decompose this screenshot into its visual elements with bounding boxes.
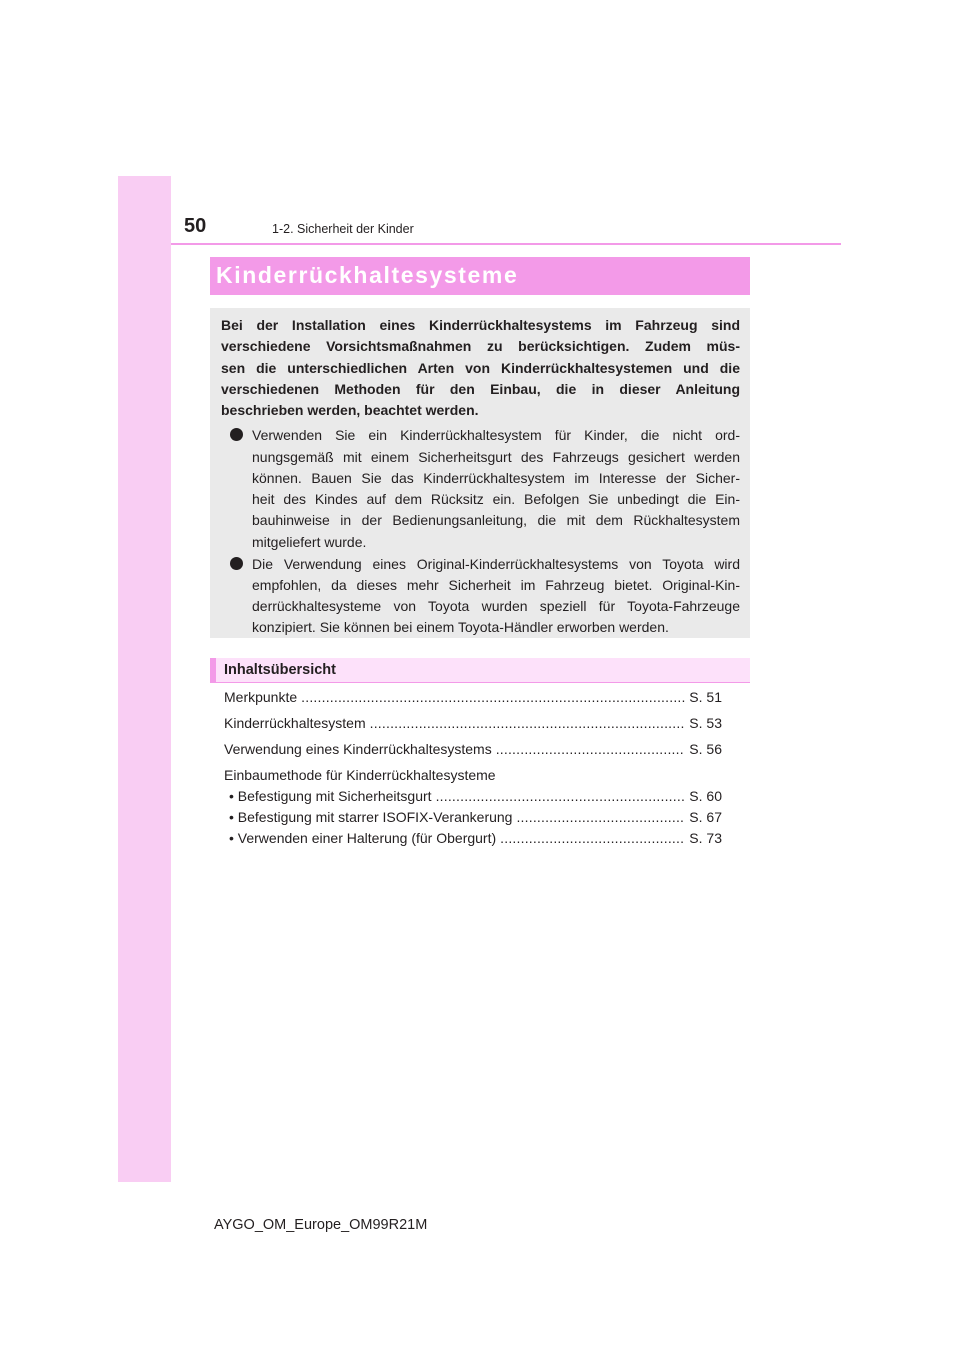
intro-text (221, 315, 740, 421)
toc-leader-dots (496, 741, 686, 757)
toc-entry-page: S. 51 (689, 689, 722, 705)
bullet-dot-icon (230, 557, 243, 570)
toc-leader-dots (500, 830, 685, 846)
toc-entry-merkpunkte[interactable] (224, 689, 722, 707)
bullet-line: Die Verwendung eines Original-Kinderrückhaltesystems von Toyota wird (252, 555, 740, 572)
bullet-line: können. Bauen Sie das Kinderrückhaltesystem im Interesse der Sicher- (252, 469, 740, 486)
page-title: Kinderrückhaltesysteme (216, 262, 519, 288)
bullet-dot-icon (230, 428, 243, 441)
intro-box (210, 308, 750, 638)
section-header: 1-2. Sicherheit der Kinder (272, 222, 414, 236)
toc-entry-page: S. 56 (689, 741, 722, 757)
toc-leader-dots (301, 689, 685, 705)
toc-entry-page: S. 60 (689, 788, 722, 804)
toc-entry-page: S. 67 (689, 809, 722, 825)
bullet-line: konzipiert. Sie können bei einem Toyota-Händler erworben werden. (252, 619, 669, 636)
intro-line: verschiedene Vorsichtsmaßnahmen zu berücksichtigen. Zudem müs- (221, 338, 740, 355)
bullet-line: mitgeliefert wurde. (252, 533, 367, 550)
toc-entry-page: S. 53 (689, 715, 722, 731)
toc-entry-label: Verwendung eines Kinderrückhaltesystems (224, 741, 492, 757)
toc-accent (210, 658, 216, 683)
toc-entry-kinderrueckhaltesystem[interactable] (224, 715, 722, 733)
bullet-text (252, 425, 740, 552)
toc-leader-dots (370, 715, 686, 731)
footer-document-code: AYGO_OM_Europe_OM99R21M (214, 1217, 428, 1233)
bullet-text (252, 554, 740, 639)
toc-group-heading: Einbaumethode für Kinderrückhaltesysteme (224, 767, 496, 783)
bullet-line: nungsgemäß mit einem Sicherheitsgurt des Fahrzeugs gesichert werden (252, 448, 740, 465)
toc-header-bar (210, 658, 750, 683)
toc-entry-label: • Verwenden einer Halterung (für Obergurt) (229, 830, 497, 846)
title-bar (210, 257, 750, 295)
page-number: 50 (184, 215, 207, 237)
chapter-side-tab (118, 176, 171, 1182)
intro-line: beschrieben werden, beachtet werden. (221, 402, 479, 419)
toc-entry-label: Merkpunkte (224, 689, 298, 705)
bullet-line: bauhinweise in der Bedienungsanleitung, die mit dem Rückhaltesystem (252, 512, 740, 529)
intro-bullet (221, 554, 740, 639)
intro-line: sen die unterschiedlichen Arten von Kinderrückhaltesystemen und die (221, 359, 740, 376)
toc-entry-verwendung[interactable] (224, 741, 722, 759)
toc-sub-entry-sicherheitsgurt[interactable] (224, 788, 722, 806)
toc-entry-label: • Befestigung mit starrer ISOFIX-Verankerung (229, 809, 513, 825)
header-rule (171, 243, 841, 245)
toc-rule (216, 682, 750, 683)
toc-entry-label: • Befestigung mit Sicherheitsgurt (229, 788, 432, 804)
bullet-line: empfohlen, da dieses mehr Sicherheit im Fahrzeug bietet. Original-Kin- (252, 576, 740, 593)
toc-sub-entry-obergurt[interactable] (224, 830, 722, 848)
toc-entry-page: S. 73 (689, 830, 722, 846)
bullet-line: derrückhaltesysteme von Toyota wurden speziell für Toyota-Fahrzeuge (252, 598, 740, 615)
intro-line: Bei der Installation eines Kinderrückhaltesystems im Fahrzeug sind (221, 317, 740, 333)
intro-bullet (221, 425, 740, 552)
bullet-line: Verwenden Sie ein Kinderrückhaltesystem für Kinder, die nicht ord- (252, 427, 740, 444)
toc-entry-label: Kinderrückhaltesystem (224, 715, 366, 731)
toc-leader-dots (436, 788, 686, 804)
intro-line: verschiedenen Methoden für den Einbau, die in dieser Anleitung (221, 380, 740, 397)
toc-leader-dots (516, 809, 685, 825)
toc-sub-entry-isofix[interactable] (224, 809, 722, 827)
intro-bullet-list (221, 425, 740, 638)
toc-title: Inhaltsübersicht (224, 662, 336, 678)
bullet-line: heit des Kindes auf dem Rücksitz ein. Befolgen Sie unbedingt die Ein- (252, 491, 740, 508)
